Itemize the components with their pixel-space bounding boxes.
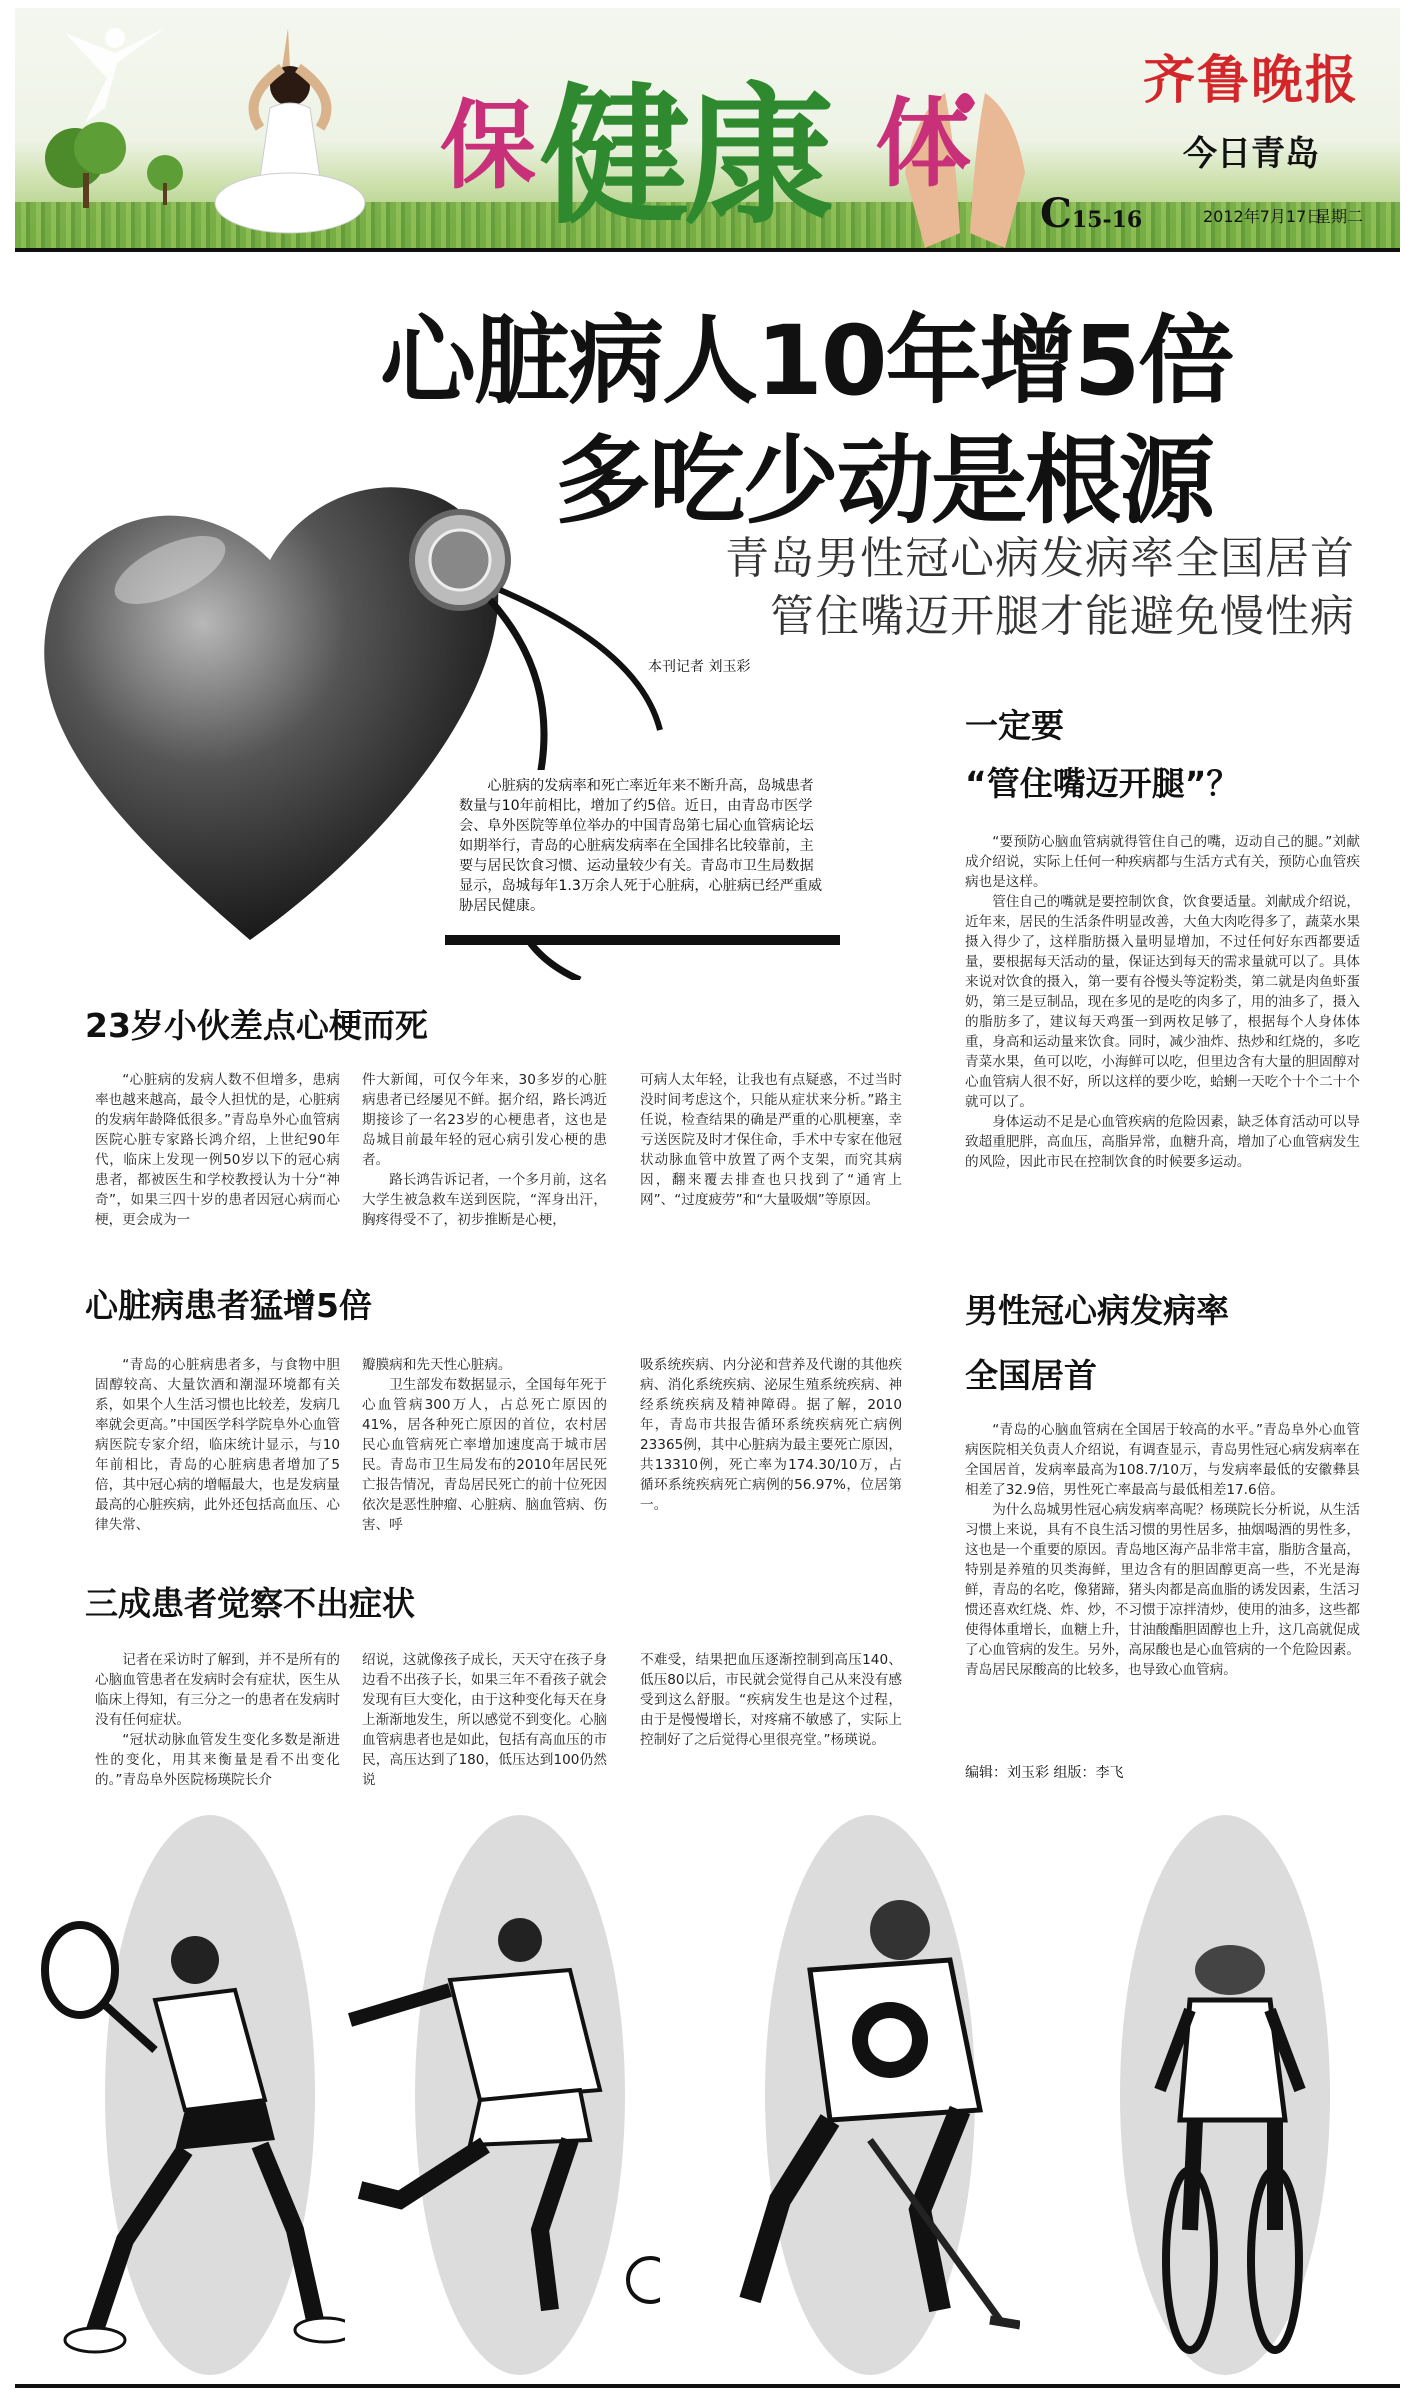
yoga-woman-illustration	[210, 28, 370, 238]
masthead-title-ti: 体	[875, 88, 971, 200]
paragraph: 为什么岛城男性冠心病发病率高呢？杨瑛院长分析说，从生活习惯上来说，具有不良生活习惯的男性居多，抽烟喝酒的男性多，这也是一个重要的原因。青岛地区海产品非常丰富，脂肪含量高，特别是养殖的贝类海鲜，里边含有的胆固醇更高一些，不光是海鲜，青岛的名吃，像猪蹄，猪头肉都是高血脂的诱发因素，生活习惯还喜欢红烧、炸、炒，不习惯于凉拌清炒，使用的油多，这些都使得体重增长，血糖上升，甘油酸酯胆固醇也上升，这几高就促成了心血管病的发生。另外，高尿酸也是心血管病的一个危险因素。青岛居民尿酸高的比较多，也导致心血管病。	[965, 1502, 1360, 1678]
section-heading-3: 三成患者觉察不出症状	[85, 1584, 415, 1623]
section3-col2: 绍说，这就像孩子成长，天天守在孩子身边看不出孩子长，如果三年不看孩子就会发现有巨大变化，由于这种变化每天在身上渐渐地发生，所以感觉不到变化。心脑血管病患者也是如此，包括有高血压的市民，高压达到了180，低压达到100仍然说	[362, 1652, 607, 1788]
page-letter: C	[1040, 190, 1072, 237]
section1-col2	[362, 1070, 607, 1230]
paragraph: “要预防心脑血管病就得管住自己的嘴，迈动自己的腿。”刘献成介绍说，实际上任何一种疾病都与生活方式有关，预防心血管疾病也是这样。	[965, 834, 1360, 890]
masthead-title-bao: 保	[440, 90, 536, 202]
jumping-person-silhouette	[45, 18, 195, 128]
right-text-2	[965, 1420, 1360, 1680]
paragraph: 瓣膜病和先天性心脏病。	[362, 1357, 512, 1373]
paragraph: 记者在采访时了解到，并不是所有的心脑血管患者在发病时会有症状，医生从临床上得知，有三分之一的患者在发病时没有任何症状。	[95, 1652, 340, 1728]
paragraph: 路长鸿告诉记者，一个多月前，这名大学生被急救车送到医院，“浑身出汗，胸疼得受不了，初步推断是心梗，	[362, 1172, 607, 1228]
right-heading-3: 男性冠心病发病率	[965, 1291, 1229, 1330]
paragraph: 管住自己的嘴就是要控制饮食，饮食要适量。刘献成介绍说，近年来，居民的生活条件明显改善，大鱼大肉吃得多了，蔬菜水果摄入得少了，这样脂肪摄入量明显增加，不过任何好东西都要适量，要根据每天活动的量，保证达到每天的需求量就可以了。具体来说对饮食的摄入，第一要有谷慢头等淀粉类，第二就是肉鱼虾蛋奶，第三是豆制品，现在多见的是吃的肉多了，用的油多了，摄入的脂肪多了，建议每天鸡蛋一到两枚足够了，根据每个人身体体重，身高和运动量来饮食。同时，减少油炸、热炒和红烧的，多吃青菜水果，鱼可以吃，小海鲜可以吃，但里边含有大量的胆固醇对心血管病人很不好，所以这样的要少吃，蛤蜊一天吃个十个二十个就可以了。	[965, 894, 1360, 1110]
top-rule	[15, 248, 1400, 252]
paragraph: 卫生部发布数据显示，全国每年死于心血管病300万人，占总死亡原因的41%，居各种死亡原因的首位，农村居民心血管病死亡率增加速度高于城市居民。青岛市卫生局发布的2010年居民死亡报告情况，青岛居民死亡的前十位死因依次是恶性肿瘤、心脏病、脑血管病、伤害、呼	[362, 1377, 607, 1533]
byline: 本刊记者 刘玉彩	[648, 659, 751, 675]
headline-line1: 心脏病人10年增5倍	[380, 305, 1233, 417]
paragraph: “青岛的心脑血管病在全国居于较高的水平。”青岛阜外心血管病医院相关负责人介绍说，有调查显示，青岛男性冠心病发病率在全国居首，发病率最高为108.7/10万，与发病率最低的安徽彝县相差了32.9倍，男性死亡率最高与最低相差17.6倍。	[965, 1422, 1360, 1498]
edition-name: 今日青岛	[1183, 134, 1319, 174]
section2-col3: 吸系统疾病、内分泌和营养及代谢的其他疾病、消化系统疾病、泌尿生殖系统疾病、神经系统疾病及精神障碍。据了解，2010年，青岛市共报告循环系统疾病死亡病例23365例，其中心脏病为最主要死亡原因，共13310例，死亡率为174.30/10万，占循环系统疾病死亡病例的56.97%，位居第一。	[640, 1357, 902, 1513]
headline-line2: 多吃少动是根源	[555, 425, 1213, 537]
masthead-title-jiankang: 健康	[540, 71, 829, 245]
intro-paragraph: 心脏病的发病率和死亡率近年来不断升高，岛城患者数量与10年前相比，增加了约5倍。近日，由青岛市医学会、阜外医院等单位举办的中国青岛第七届心血管病论坛如期举行，青岛的心脏病发病率在全国排名比较靠前，主要与居民饮食习惯、运动量较少有关。青岛市卫生局数据显示，岛城每年1.3万余人死于心脏病，心脏病已经严重威胁居民健康。	[445, 770, 840, 945]
editor-credits: 编辑：刘玉彩 组版：李飞	[965, 1765, 1124, 1781]
right-heading-4: 全国居首	[965, 1356, 1097, 1395]
hockey-player-illustration	[690, 1880, 1020, 2360]
right-heading-2: “管住嘴迈开腿”？	[965, 764, 1240, 803]
paragraph: “冠状动脉血管发生变化多数是渐进性的变化，用其来衡量是看不出变化的。”青岛阜外医院杨瑛院长介	[95, 1732, 340, 1788]
section3-col3: 不难受，结果把血压逐渐控制到高压140、低压80以后，市民就会觉得自己从来没有感受到这么舒服。“疾病发生也是这个过程，由于是慢慢增长，对疼痛不敏感了，实际上控制好了之后觉得心里很亮堂。”杨瑛说。	[640, 1652, 902, 1748]
section-heading-2: 心脏病患者猛增5倍	[85, 1286, 372, 1325]
section-heading-1: 23岁小伙差点心梗而死	[85, 1006, 428, 1045]
paragraph: 身体运动不足是心血管疾病的危险因素，缺乏体育活动可以导致超重肥胖，高血压，高脂异常，血糖升高，增加了心血管病发生的风险，因此市民在控制饮食的时候要多运动。	[965, 1114, 1360, 1170]
subheadline-line2: 管住嘴迈开腿才能避免慢性病	[770, 591, 1355, 642]
page-range: 15-16	[1071, 207, 1143, 233]
section2-col2	[362, 1355, 607, 1535]
issue-weekday: 星期二	[1315, 207, 1364, 226]
page-number	[1040, 190, 1142, 237]
bottom-rule	[15, 2384, 1400, 2388]
newspaper-name: 齐鲁晚报	[1143, 50, 1360, 111]
soccer-player-illustration	[340, 1900, 660, 2320]
right-text-1	[965, 832, 1360, 1172]
tennis-player-illustration	[35, 1900, 345, 2370]
section1-col3: 可病人太年轻，让我也有点疑惑，不过当时没时间考虑这个，只能从症状来分析。”路主任说，检查结果的确是严重的心肌梗塞，幸亏送医院及时才保住命，手术中专家在他冠状动脉血管中放置了两个支架，而究其病因，翻来覆去排查也只找到了“通宵上网”、“过度疲劳”和“大量吸烟”等原因。	[640, 1072, 902, 1208]
issue-date: 2012年7月17日	[1203, 207, 1323, 226]
subheadline-line1: 青岛男性冠心病发病率全国居首	[725, 533, 1355, 584]
paragraph: 件大新闻，可仅今年来，30多岁的心脏病患者已经屡见不鲜。据介绍，路长鸿近期接诊了一名23岁的心梗患者，这也是岛城目前最年轻的冠心病引发心梗的患者。	[362, 1072, 607, 1168]
section1-col1: “心脏病的发病人数不但增多，患病率也越来越高，最令人担忧的是，心脏病的发病年龄降低很多。”青岛阜外心血管病医院心脏专家路长鸿介绍，上世纪90年代，临床上发现一例50岁以下的冠心病患者，都被医生和学校教授认为十分“神奇”，如果三四十岁的患者因冠心病而心梗，更会成为一	[95, 1072, 340, 1228]
cyclist-illustration	[1100, 1930, 1360, 2360]
right-heading-1: 一定要	[965, 706, 1064, 745]
section2-col1: “青岛的心脏病患者多，与食物中胆固醇较高、大量饮酒和潮湿环境都有关系，如果个人生活习惯也比较差，发病几率就会更高。”中国医学科学院阜外心血管病医院专家介绍，临床统计显示，与10年前相比，青岛的心脏病患者增加了5倍，其中冠心病的增幅最大，也是发病量最高的心脏疾病，此外还包括高血压、心律失常、	[95, 1357, 340, 1533]
masthead-banner	[15, 8, 1400, 248]
section3-col1	[95, 1650, 340, 1790]
